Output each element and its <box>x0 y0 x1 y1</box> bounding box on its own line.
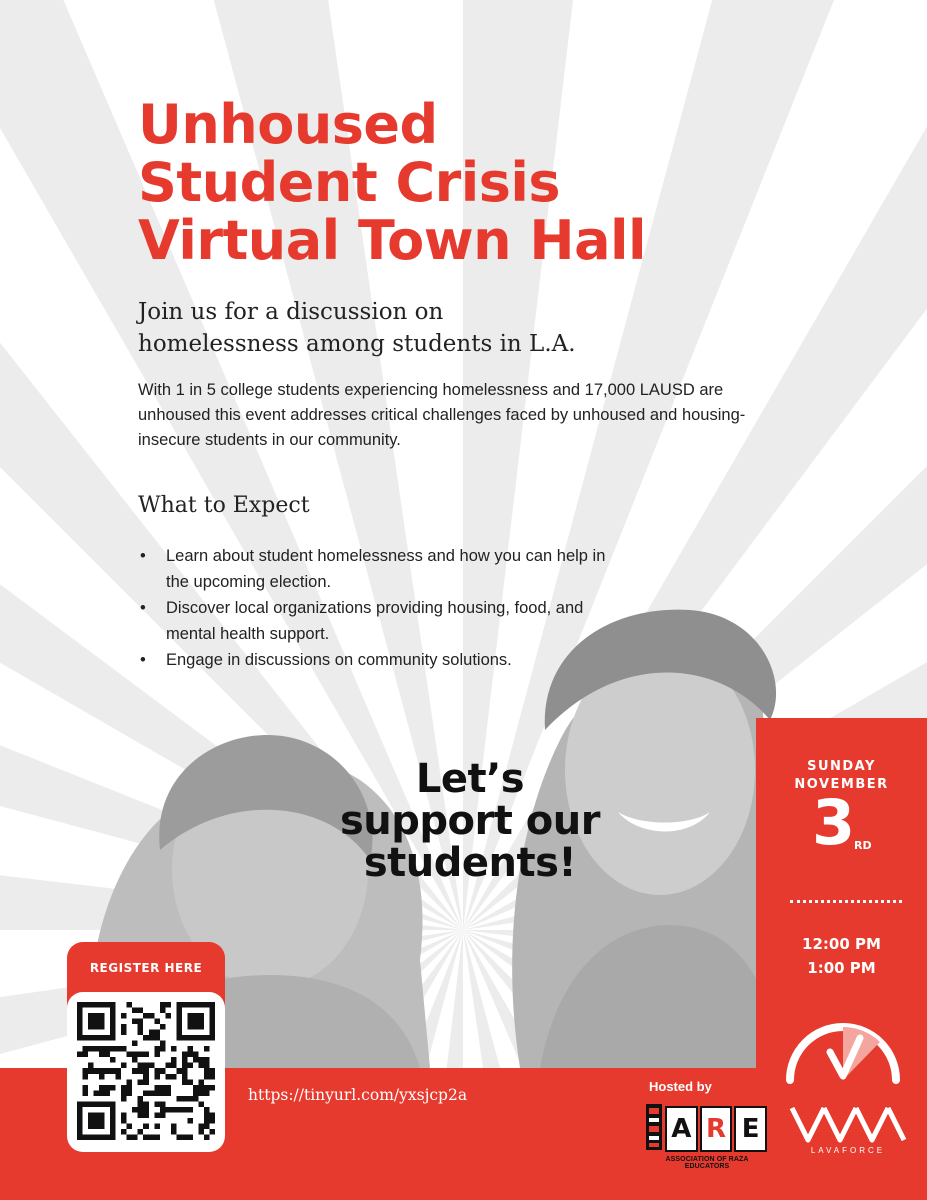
are-letters <box>665 1106 769 1152</box>
page-title <box>138 93 778 272</box>
month: NOVEMBER <box>794 777 889 792</box>
qr-finder <box>88 1112 105 1129</box>
hosted-by-label: Hosted by <box>649 1079 712 1094</box>
event-times <box>756 932 927 980</box>
lavaforce-logo-mark <box>786 1102 910 1146</box>
list-item: • Engage in discussions on community solutions. <box>138 647 608 673</box>
register-card[interactable] <box>67 942 225 1152</box>
qr-box[interactable] <box>67 992 225 1152</box>
cta-line: students! <box>363 840 577 886</box>
title-line: Unhoused <box>138 93 438 156</box>
qr-finder <box>187 1013 204 1030</box>
event-date: 3 <box>812 786 856 859</box>
cta-line: support our <box>340 798 600 844</box>
event-date-suffix: RD <box>854 839 872 852</box>
expect-heading: What to Expect <box>138 493 310 518</box>
register-url[interactable]: https://tinyurl.com/yxsjcp2a <box>248 1086 468 1104</box>
intro-paragraph: With 1 in 5 college students experiencing homelessness and 17,000 LAUSD are unhoused this event addresses critical challenges faced by unhoused and housing-insecure students in our community. <box>138 381 746 449</box>
cta-line: Let’s <box>415 756 525 802</box>
dotted-divider <box>790 900 902 903</box>
day-of-week: SUNDAY <box>807 759 876 774</box>
end-time: 1:00 PM <box>807 959 876 977</box>
are-caption: ASSOCIATION OF RAZA EDUCATORS <box>665 1156 749 1170</box>
list-item: • Learn about student homelessness and how you can help in the upcoming election. <box>138 543 608 595</box>
are-letter: R <box>700 1106 733 1152</box>
qr-finder <box>88 1013 105 1030</box>
call-to-action <box>300 758 640 884</box>
are-logo <box>645 1102 769 1170</box>
are-letter: A <box>665 1106 698 1152</box>
lavaforce-logo <box>786 1102 910 1162</box>
lavaforce-caption: LAVAFORCE <box>810 1146 886 1155</box>
list-item: • Discover local organizations providing housing, food, and mental health support. <box>138 595 608 647</box>
qr-code-icon[interactable] <box>77 1002 215 1140</box>
title-line: Student Crisis <box>138 151 561 214</box>
clock-icon <box>782 1004 904 1084</box>
are-logo-mark <box>645 1102 665 1152</box>
title-line: Virtual Town Hall <box>138 209 647 272</box>
are-letter: E <box>734 1106 767 1152</box>
subtitle-line: Join us for a discussion on <box>138 299 444 325</box>
expect-list <box>138 543 608 673</box>
subtitle-line: homelessness among students in L.A. <box>138 331 576 357</box>
register-label[interactable]: REGISTER HERE <box>89 961 203 975</box>
subtitle <box>138 296 778 360</box>
start-time: 12:00 PM <box>802 935 881 953</box>
